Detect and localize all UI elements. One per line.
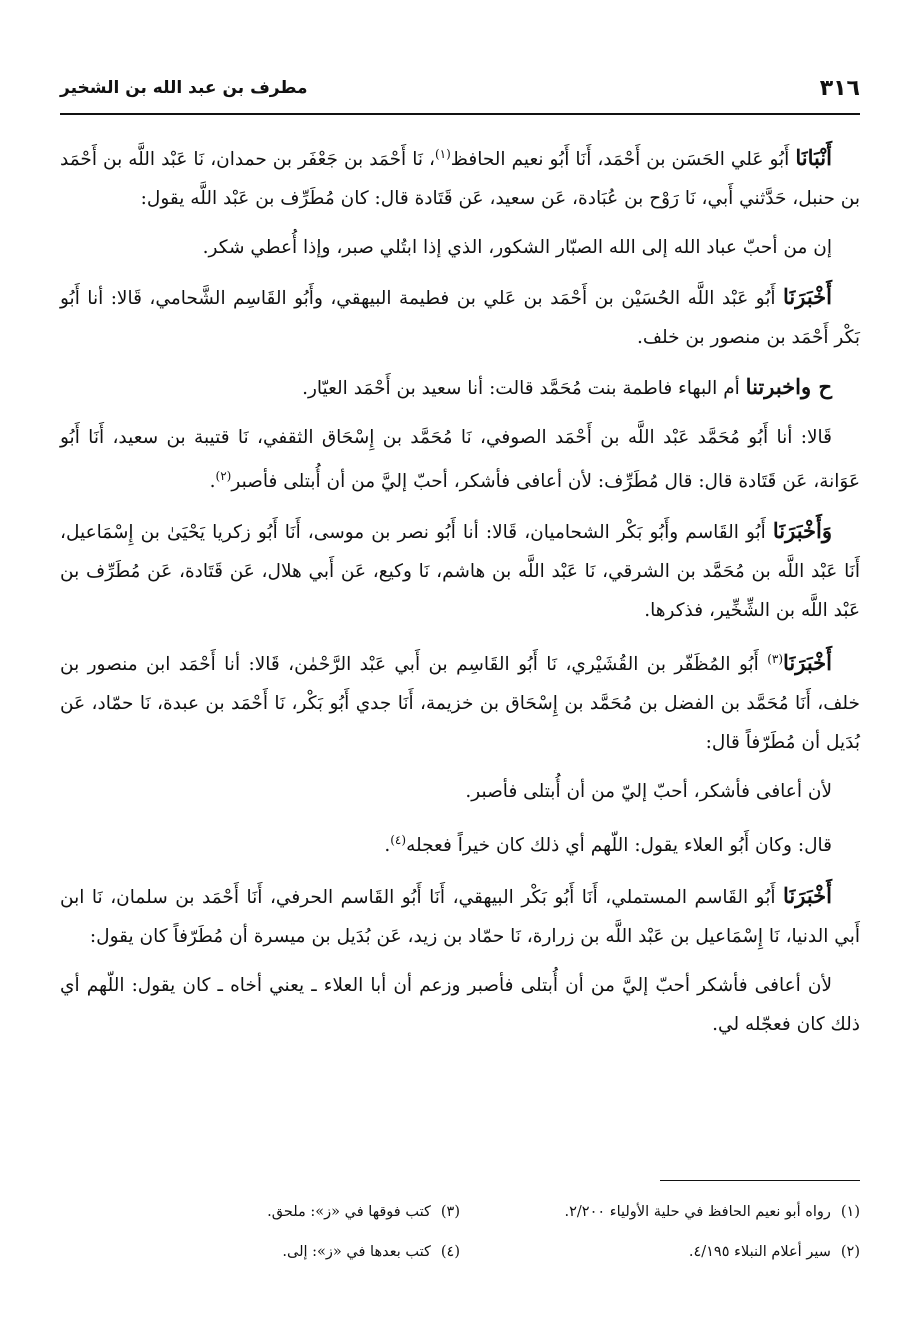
paragraph: [60, 367, 860, 408]
footnote: [60, 1244, 460, 1260]
footnote: [60, 1204, 460, 1220]
paragraph: [60, 640, 860, 762]
page-number: ٣١٦: [819, 76, 860, 101]
paragraph-text: قال: وكان أَبُو العلاء يقول: اللّهم أي ذلك كان خيراً فعجله: [406, 835, 832, 857]
page-header: [60, 72, 860, 108]
paragraph: [60, 511, 860, 630]
footnote-rule: [660, 1180, 860, 1181]
footnote-text: رواه أبو نعيم الحافظ في حلية الأولياء ٢/٢٠٠.: [564, 1204, 831, 1220]
paragraph-text: أَبُو القَاسم المستملي، أَنَا أَبُو بَكْر البيهقي، أَنَا أَبُو القَاسم الحرفي، أَنَا أَحْمَد بن سلمان، نَا ابن أَبي الدنيا، نَا إِسْمَاعيل بن عَبْد اللَّه بن زرارة، نَا حمّاد بن زيد، عَن بُدَيل بن ميسرة أن مُطَرّفاً كان يقول:: [60, 886, 860, 947]
footnote-row: [60, 1192, 860, 1232]
paragraph: [60, 876, 860, 956]
footnotes: [60, 1192, 860, 1272]
narration-lead: أَخْبَرَنَا: [783, 284, 832, 310]
footnote-number: (٤): [440, 1244, 460, 1260]
paragraph-text: أَبُو عَلي الحَسَن بن أَحْمَد، أَنَا أَبُو نعيم الحافظ: [450, 149, 796, 171]
paragraph-text: أَبُو القَاسم وأَبُو بَكْر الشحاميان، قَالا: أنا أَبُو نصر بن موسى، أَنَا أَبُو زكريا يَحْيَىٰ بن إِسْمَاعيل، أَنَا عَبْد اللَّه بن مُحَمَّد بن الشرقي، نَا عَبْد اللَّه بن هاشم، نَا وكيع، عَن أَبي هلال، عَن قَتَادة، عَن مُطَرِّف بن عَبْد اللَّه بن الشِّخِّير، فذكرها.: [60, 522, 860, 622]
narration-lead: أَنْبَانَا: [795, 145, 832, 171]
paragraph: [60, 277, 860, 357]
running-title: مطرف بن عبد الله بن الشخير: [60, 78, 308, 98]
header-rule: [60, 113, 860, 115]
narration-lead: ح واخبرتنا: [745, 374, 832, 400]
main-text: [60, 135, 860, 1054]
footnote-row: [60, 1232, 860, 1272]
footnote-number: (٣): [440, 1204, 460, 1220]
paragraph-text: لأن أعافى فأشكر، أحبّ إليّ من أن أُبتلى فأصبر.: [465, 781, 832, 803]
paragraph-tail: .: [209, 471, 216, 493]
footnote-text: سير أعلام النبلاء ٤/١٩٥.: [688, 1244, 831, 1260]
footnote: [460, 1244, 860, 1260]
footnote-ref: (٤): [390, 833, 407, 848]
paragraph-text: أم البهاء فاطمة بنت مُحَمَّد قالت: أنا سعيد بن أَحْمَد العيّار.: [302, 378, 746, 400]
quote-paragraph: [60, 966, 860, 1044]
paragraph-tail: أَبُو المُظَفّر بن القُشَيْري، نَا أَبُو القَاسِم بن أَبي عَبْد الرَّحْمٰن، قَالا: أنا أَحْمَد ابن منصور بن خلف، أَنَا مُحَمَّد بن الفضل بن مُحَمَّد بن إِسْحَاق بن خزيمة، أَنَا جدي أَبُو بَكْر، نَا أَحْمَد بن عبدة، نَا حمّاد، عَن بُدَيل أن مُطَرّفاً قال:: [60, 654, 860, 754]
narration-lead: أَخْبَرَنَا: [783, 882, 832, 908]
quote-paragraph: [60, 772, 860, 811]
paragraph: [60, 135, 860, 218]
footnote: [460, 1204, 860, 1220]
quote-paragraph: [60, 821, 860, 865]
narration-lead: وَأَخْبَرَنَا: [772, 518, 832, 544]
footnote-text: كتب بعدها في «ز»: إلى.: [282, 1244, 431, 1260]
quote-paragraph: [60, 228, 860, 267]
footnote-ref: (١): [434, 147, 451, 161]
paragraph-tail: ، نَا أَحْمَد بن جَعْفَر بن حمدان، نَا عَبْد اللَّه بن أَحْمَد بن حنبل، حَدَّثني أَبي، نَا رَوْح بن عُبَادة، عَن سعيد، عَن قَتَادة قال: كان مُطَرِّف بن عَبْد اللَّه يقول:: [60, 149, 860, 210]
paragraph-text: أَبُو عَبْد اللَّه الحُسَيْن بن أَحْمَد بن عَلي بن فطيمة البيهقي، وأَبُو القَاسِم الشَّحامي، قَالا: أنا أَبُو بَكْر أَحْمَد بن منصور بن خلف.: [60, 288, 860, 349]
narration-lead: أَخْبَرَنَا: [783, 650, 832, 676]
footnote-number: (١): [840, 1204, 860, 1220]
footnote-text: كتب فوقها في «ز»: ملحق.: [267, 1204, 431, 1220]
paragraph-text: لأن أعافى فأشكر أحبّ إليَّ من أن أُبتلى فأصبر وزعم أن أبا العلاء ـ يعني أخاه ـ كان يقول: اللّهم أي ذلك كان فعجّله لي.: [60, 974, 860, 1035]
paragraph-text: إن من أحبّ عباد الله إلى الله الصبّار الشكور، الذي إذا ابتُلي صبر، وإذا أُعطي شكر.: [202, 237, 832, 259]
paragraph-text: قَالا: أنا أَبُو مُحَمَّد عَبْد اللَّه بن أَحْمَد الصوفي، نَا مُحَمَّد بن إِسْحَاق الثقفي، نَا قتيبة بن سعيد، أَنَا أَبُو عَوَانة، عَن قَتَادة قال: قال مُطَرِّف: لأن أعافى فأشكر، أحبّ إليَّ من أن أُبتلى فأصبر: [60, 427, 860, 493]
footnote-ref: (٢): [215, 469, 232, 484]
paragraph-tail: .: [384, 835, 391, 857]
footnote-ref: (٣): [767, 652, 784, 667]
paragraph: [60, 418, 860, 501]
footnote-number: (٢): [840, 1244, 860, 1260]
